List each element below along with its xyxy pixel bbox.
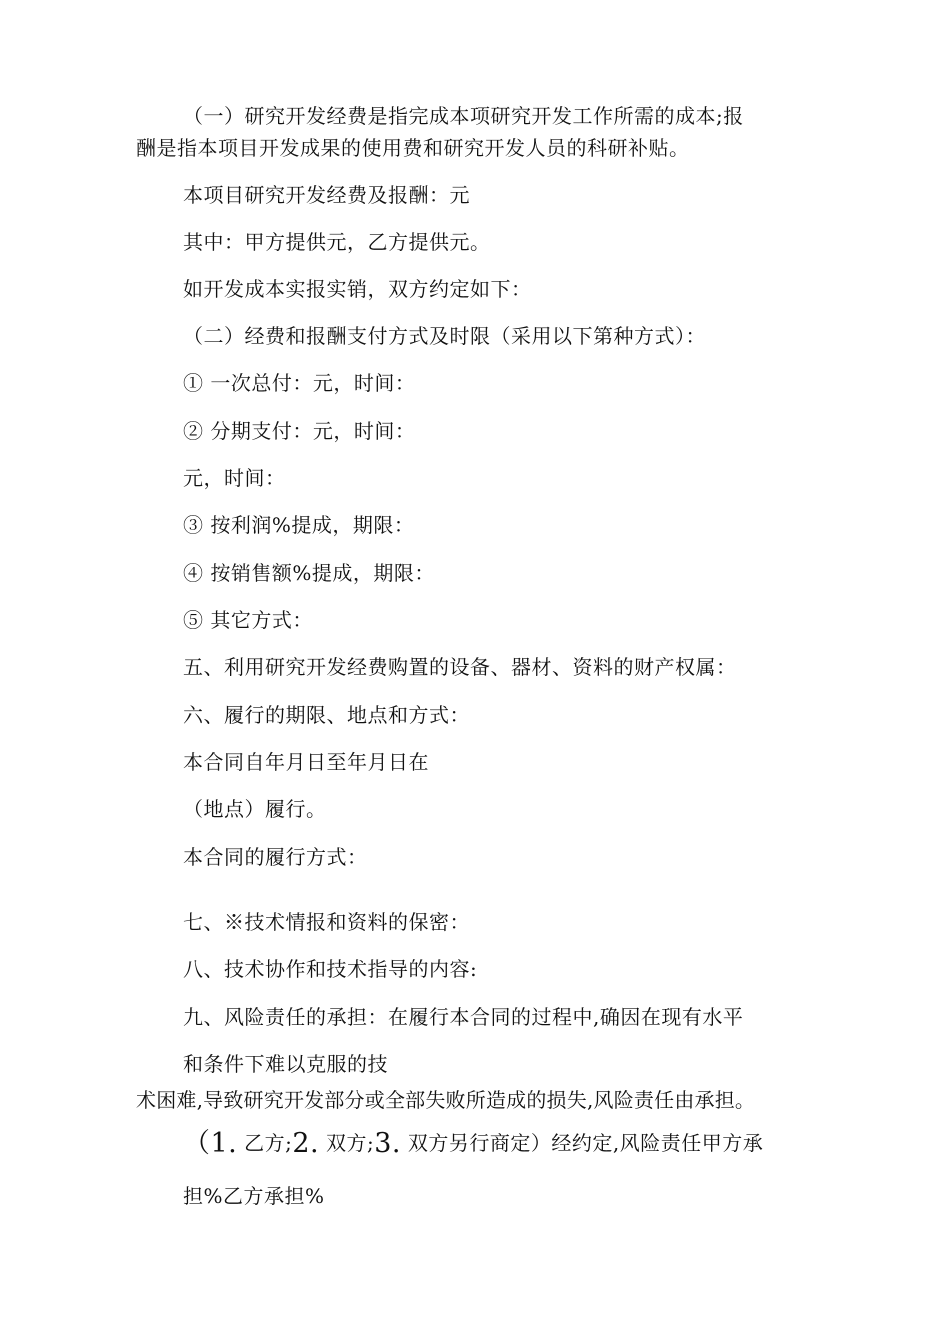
- risk-options-line: [183, 1130, 763, 1157]
- section-5-heading: 五、利用研究开发经费购置的设备、器材、资料的财产权属：: [183, 655, 737, 679]
- clause-2-heading: （二）经费和报酬支付方式及时限（采用以下第种方式）：: [183, 324, 706, 348]
- option-number-3: 3.: [374, 1128, 402, 1159]
- section-9-line-1: 九、风险责任的承担：在履行本合同的过程中,确因在现有水平: [183, 1005, 744, 1029]
- option-number-2: 2.: [292, 1128, 320, 1159]
- payment-option-5: ⑤ 其它方式：: [183, 608, 313, 632]
- option-text-1: 乙方;: [237, 1131, 293, 1155]
- funding-split-line: 其中：甲方提供元，乙方提供元。: [183, 230, 491, 254]
- section-6-heading: 六、履行的期限、地点和方式：: [183, 703, 470, 727]
- risk-share-line: 担%乙方承担%: [183, 1184, 325, 1208]
- section-7-heading: 七、※技术情报和资料的保密：: [183, 910, 470, 934]
- option-number-1: 1.: [210, 1128, 238, 1159]
- option-text-3: 双方另行商定）经约定,风险责任甲方承: [401, 1131, 764, 1155]
- payment-option-1: ① 一次总付：元，时间：: [183, 371, 416, 395]
- payment-option-4: ④ 按销售额%提成，期限：: [183, 561, 435, 585]
- funding-total-line: 本项目研究开发经费及报酬：元: [183, 183, 470, 207]
- payment-option-2: ② 分期支付：元，时间：: [183, 419, 416, 443]
- payment-option-2-cont: 元，时间：: [183, 466, 286, 490]
- section-8-heading: 八、技术协作和技术指导的内容:: [183, 957, 478, 981]
- reimbursement-line: 如开发成本实报实销，双方约定如下：: [183, 277, 532, 301]
- option-text-2: 双方;: [319, 1131, 375, 1155]
- performance-method-line: 本合同的履行方式：: [183, 845, 368, 869]
- payment-option-3: ③ 按利润%提成，期限：: [183, 513, 415, 537]
- paren-open: （: [183, 1128, 211, 1159]
- clause-1-line-1: （一）研究开发经费是指完成本项研究开发工作所需的成本;报: [183, 104, 744, 128]
- section-9-line-3: 术困难,导致研究开发部分或全部失败所造成的损失,风险责任由承担。: [136, 1088, 756, 1112]
- term-line: 本合同自年月日至年月日在: [183, 750, 429, 774]
- location-line: （地点）履行。: [183, 797, 327, 821]
- clause-1-line-2: 酬是指本项目开发成果的使用费和研究开发人员的科研补贴。: [136, 136, 690, 160]
- section-9-line-2: 和条件下难以克服的技: [183, 1052, 388, 1076]
